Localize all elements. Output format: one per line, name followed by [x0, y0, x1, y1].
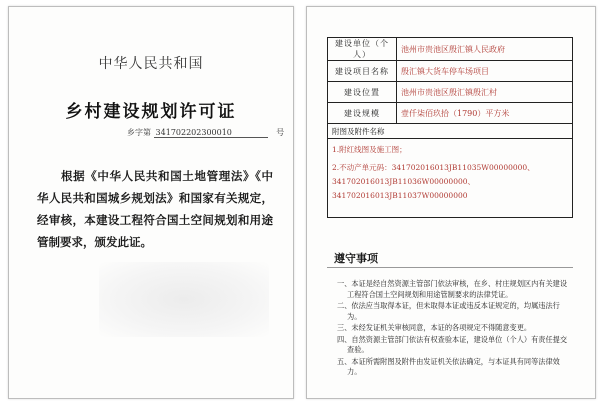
row-value: 壹仟柒佰玖拾（1790）平方米 [397, 103, 573, 124]
right-page [306, 6, 596, 399]
note-item: 四、自然资源主管部门依法有权查验本证，建设单位（个人）有责任提交查验。 [337, 334, 568, 354]
attachment-item-1: 1.附红线图及施工图； [332, 145, 407, 154]
number-suffix: 号 [276, 128, 285, 137]
row-value: 池州市贵池区殷汇镇人民政府 [397, 38, 573, 61]
note-item: 三、未经发证机关审核同意，本证的各项规定不得随意变更。 [337, 323, 532, 332]
number-value: 341702202300010 [154, 128, 268, 138]
row-label: 建设位置 [328, 82, 397, 103]
note-item: 五、本证所需附图及附件由发证机关依法确定，与本证具有同等法律效力。 [337, 356, 560, 376]
note-item: 二、依法应当取得本证，但未取得本证或违反本证规定的，均属违法行为。 [337, 301, 560, 321]
number-prefix: 乡字第 [127, 128, 151, 137]
certificate-body-text: 根据《中华人民共和国土地管理法》《中华人民共和国城乡规划法》和国家有关规定，经审核，本建设工程符合国土空间规划和用途管制要求，颁发此证。 [37, 169, 273, 249]
note-item: 一、本证是经自然资源主管部门依法审核，在乡、村庄规划区内有关建设工程符合国土空间规划和用途管制要求的法律凭证。 [337, 279, 568, 299]
certificate-title: 乡村建设规划许可证 [65, 102, 237, 122]
country-name: 中华人民共和国 [98, 56, 204, 72]
attachment-cell [328, 139, 573, 218]
attachment-row [328, 139, 573, 218]
certificate-number [127, 127, 284, 138]
notes-divider [327, 267, 573, 268]
attachment-header: 附图及附件名称 [328, 124, 573, 139]
notes-list [337, 279, 573, 379]
row-value: 殷汇镇大货车停车场项目 [397, 61, 573, 82]
redacted-seal-area [99, 262, 269, 337]
project-info-table [327, 37, 573, 218]
table-row [328, 38, 573, 61]
row-value: 池州市贵池区殷汇镇殷汇村 [397, 82, 573, 103]
left-page [8, 6, 294, 399]
row-label: 建设规模 [328, 103, 397, 124]
row-label: 建设项目名称 [328, 61, 397, 82]
table-row [328, 61, 573, 82]
attachment-header-row [328, 124, 573, 139]
attachment-item-2: 2.不动产单元码：341702016013JB11035W00000000、341702016013JB11036W00000000、341702016013JB11037W00000000 [332, 163, 535, 200]
table-row [328, 103, 573, 124]
table-row [328, 82, 573, 103]
notes-title: 遵守事项 [334, 252, 378, 265]
row-label: 建设单位（个人） [328, 38, 397, 61]
